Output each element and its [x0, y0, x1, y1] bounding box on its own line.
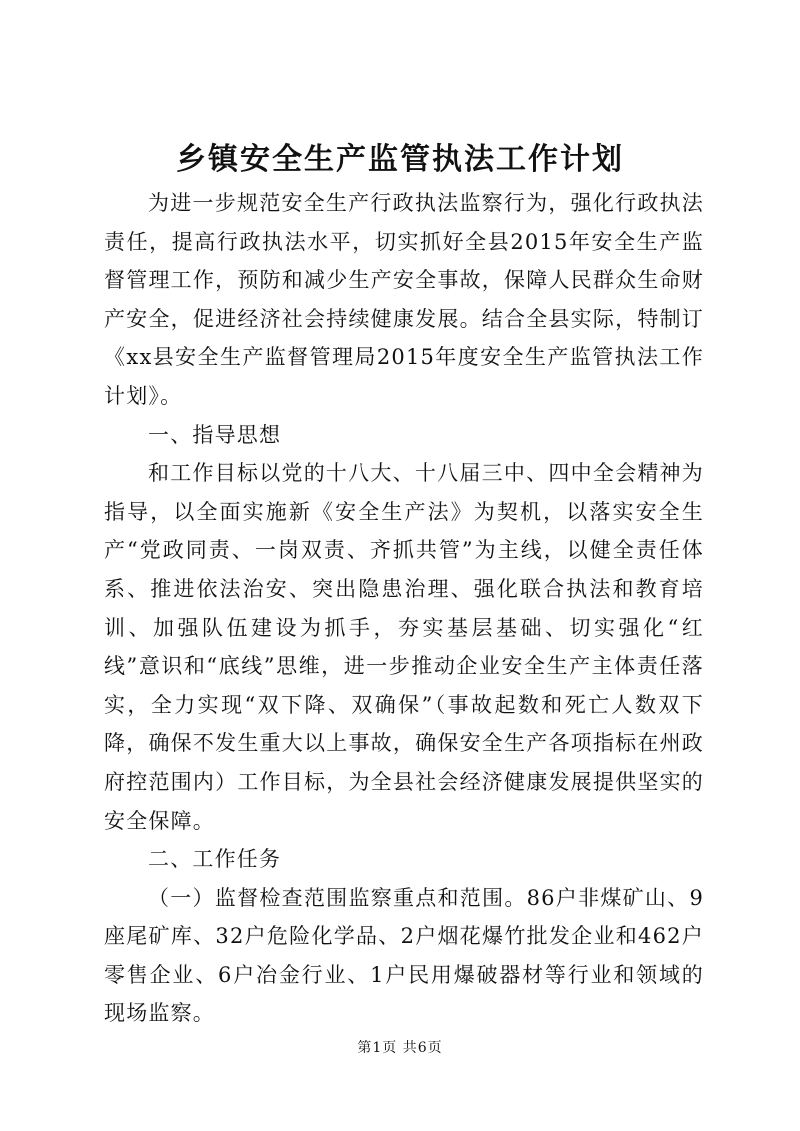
document-body	[104, 184, 704, 1033]
intro-paragraph: 为进一步规范安全生产行政执法监察行为，强化行政执法责任，提高行政执法水平，切实抓好全县2015年安全生产监督管理工作，预防和减少生产安全事故，保障人民群众生命财产安全，促进经济社会持续健康发展。结合全县实际，特制订《xx县安全生产监督管理局2015年度安全生产监管执法工作计划》。	[104, 191, 704, 408]
page-footer: 第1页 共6页	[357, 1040, 443, 1056]
section-heading-guiding: 一、指导思想	[148, 422, 282, 447]
section-heading-tasks: 二、工作任务	[148, 847, 282, 872]
document-title: 乡镇安全生产监管执法工作计划	[176, 142, 624, 177]
task-paragraph: （一）监督检查范围监察重点和范围。86户非煤矿山、9座尾矿库、32户危险化学品、2户烟花爆竹批发企业和462户零售企业、6户冶金行业、1户民用爆破器材等行业和领域的现场监察。	[104, 885, 704, 1026]
guiding-paragraph: 和工作目标以党的十八大、十八届三中、四中全会精神为指导，以全面实施新《安全生产法》为契机，以落实安全生产“党政同责、一岗双责、齐抓共管”为主线，以健全责任体系、推进依法治安、突出隐患治理、强化联合执法和教育培训、加强队伍建设为抓手，夯实基层基础、切实强化“红线”意识和“底线”思维，进一步推动企业安全生产主体责任落实，全力实现“双下降、双确保”（事故起数和死亡人数双下降，确保不发生重大以上事故，确保安全生产各项指标在州政府控范围内）工作目标，为全县社会经济健康发展提供坚实的安全保障。	[104, 461, 704, 833]
